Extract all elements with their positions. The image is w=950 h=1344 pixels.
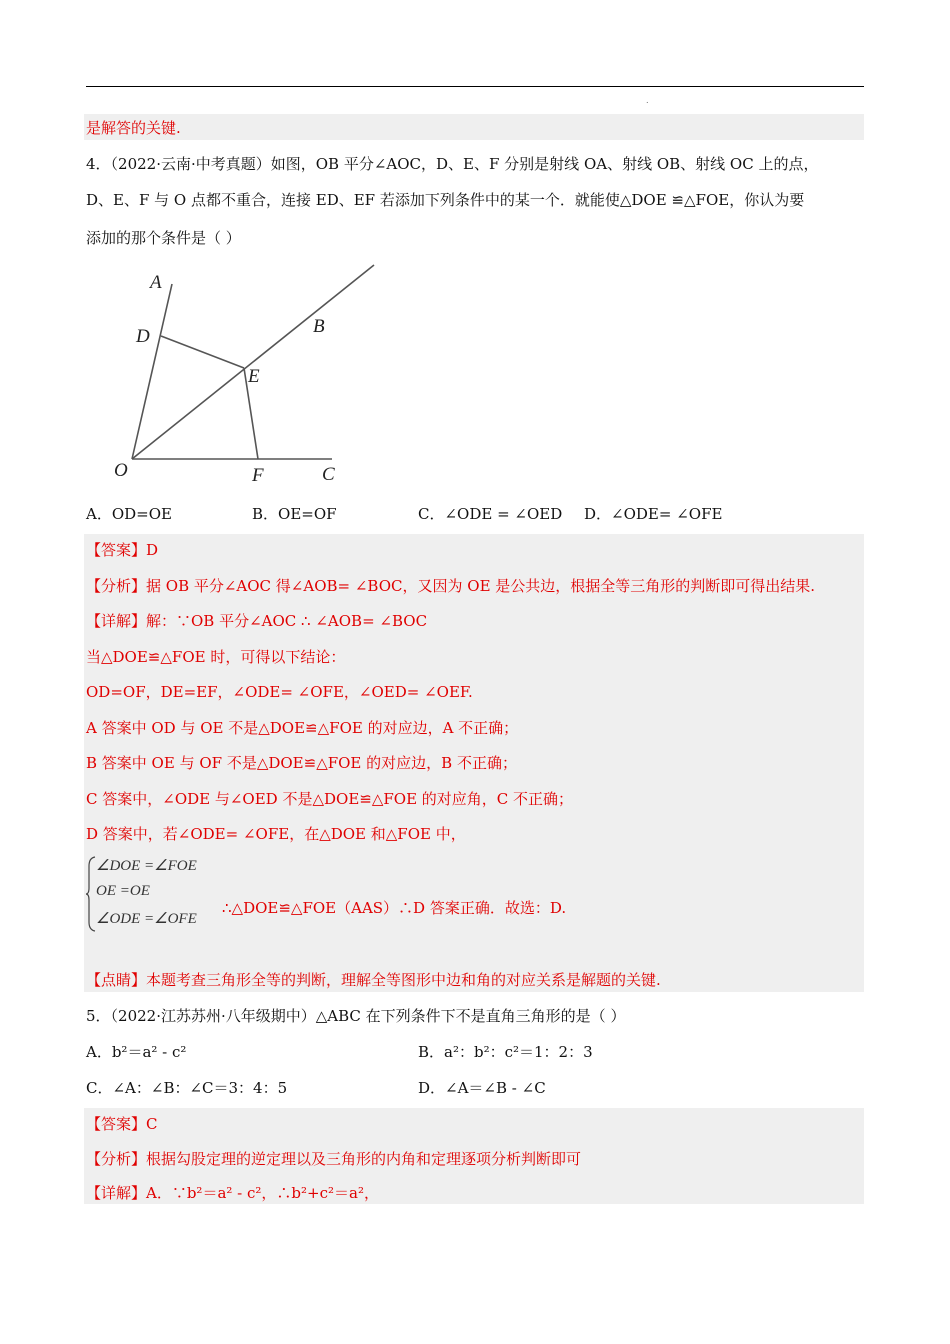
header-rule — [86, 86, 864, 87]
q4-option-c: C．∠ODE = ∠OED — [418, 505, 563, 523]
q4-stem-line2: D、E、F 与 O 点都不重合，连接 ED、EF 若添加下列条件中的某一个．就能使△DOE ≌△FOE，你认为要 — [86, 191, 805, 209]
q4-option-d: D．∠ODE= ∠OFE — [584, 505, 723, 523]
system-row-2: OE =OE — [96, 883, 150, 899]
q5-option-d: D．∠A＝∠B - ∠C — [418, 1079, 546, 1097]
label-f: F — [252, 465, 264, 486]
q4-stem-line1: 4．（2022·云南·中考真题）如图，OB 平分∠AOC，D、E、F 分别是射线 OA、射线 OB、射线 OC 上的点， — [86, 155, 819, 173]
q4-stem-line3: 添加的那个条件是（ ） — [86, 229, 241, 247]
q5-option-a: A．b²＝a² - c² — [86, 1043, 187, 1061]
q5-stem: 5．（2022·江苏苏州·八年级期中）△ABC 在下列条件下不是直角三角形的是（ ） — [86, 1007, 626, 1025]
header-dot: . — [646, 96, 649, 105]
q4-detail-line5: B 答案中 OE 与 OF 不是△DOE≌△FOE 的对应边，B 不正确； — [86, 754, 517, 772]
label-d: D — [136, 326, 150, 347]
system-row-3: ∠ODE =∠OFE — [96, 911, 197, 927]
q4-geometry-figure — [110, 258, 390, 488]
q4-detail-line1: 【详解】解：∵OB 平分∠AOC ∴ ∠AOB= ∠BOC — [86, 612, 428, 630]
q5-option-b: B．a²：b²：c²＝1：2：3 — [418, 1043, 593, 1061]
q4-detail-line7: D 答案中，若∠ODE= ∠OFE，在△DOE 和△FOE 中， — [86, 825, 466, 843]
label-a: A — [150, 272, 162, 293]
q4-answer: 【答案】D — [86, 541, 159, 559]
prev-answer-band — [84, 114, 864, 140]
q4-detail-line2: 当△DOE≌△FOE 时，可得以下结论： — [86, 648, 346, 666]
q4-comment: 【点睛】本题考查三角形全等的判断，理解全等图形中边和角的对应关系是解题的关键. — [86, 971, 661, 989]
prev-answer-tail: 是解答的关键. — [86, 119, 181, 137]
q4-detail-line4: A 答案中 OD 与 OE 不是△DOE≌△FOE 的对应边，A 不正确； — [86, 719, 519, 737]
label-c: C — [322, 464, 335, 485]
segment-de — [161, 336, 244, 368]
q5-answer: 【答案】C — [86, 1115, 158, 1133]
q5-detail: 【详解】A．∵b²＝a² - c²，∴b²+c²＝a²， — [86, 1184, 379, 1202]
q4-option-b: B．OE=OF — [252, 505, 337, 523]
q4-conclusion: ∴△DOE≌△FOE（AAS）∴D 答案正确．故选：D. — [222, 899, 567, 917]
q4-equation-system — [86, 856, 216, 932]
q4-analysis: 【分析】据 OB 平分∠AOC 得∠AOB= ∠BOC，又因为 OE 是公共边，根据全等三角形的判断即可得出结果. — [86, 577, 816, 595]
label-e: E — [248, 366, 260, 387]
q5-analysis: 【分析】根据勾股定理的逆定理以及三角形的内角和定理逐项分析判断即可 — [86, 1150, 582, 1168]
q5-option-c: C．∠A：∠B：∠C＝3：4：5 — [86, 1079, 288, 1097]
q4-detail-line3: OD=OF，DE=EF，∠ODE= ∠OFE，∠OED= ∠OEF. — [86, 683, 473, 701]
q4-detail-line6: C 答案中，∠ODE 与∠OED 不是△DOE≌△FOE 的对应角，C 不正确； — [86, 790, 574, 808]
q4-option-a: A．OD=OE — [86, 505, 172, 523]
left-brace-icon — [86, 856, 96, 932]
label-o: O — [114, 460, 128, 481]
label-b: B — [313, 316, 325, 337]
system-row-1: ∠DOE =∠FOE — [96, 858, 197, 874]
